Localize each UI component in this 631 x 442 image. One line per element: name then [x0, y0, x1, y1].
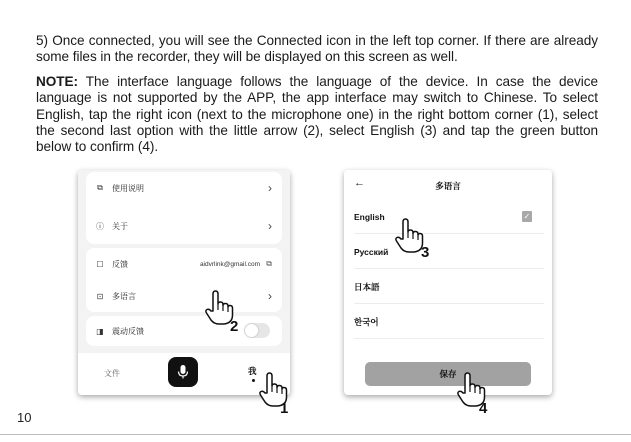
step-number-2: 2	[230, 318, 239, 335]
language-label: English	[354, 211, 385, 222]
active-tab-dot	[252, 379, 255, 382]
manual-icon: ⧉	[97, 183, 103, 192]
language-screen	[344, 170, 552, 395]
menu-item-label: 多语言	[112, 291, 136, 301]
vibration-toggle[interactable]	[244, 323, 270, 338]
tab-me[interactable]: 我	[248, 366, 257, 376]
page-title: 多语言	[435, 181, 461, 191]
settings-card-middle	[86, 248, 282, 312]
footer-divider	[0, 434, 631, 435]
menu-item-language[interactable]	[86, 284, 282, 308]
info-icon: ⓘ	[96, 221, 104, 231]
language-icon: ⊡	[96, 291, 104, 301]
note-label: NOTE:	[36, 74, 79, 89]
chevron-right-icon: ›	[268, 219, 272, 233]
language-label: 日本語	[354, 281, 380, 292]
language-option-russian[interactable]	[354, 235, 544, 269]
vibration-icon: ◨	[96, 326, 104, 336]
language-option-english[interactable]	[354, 200, 544, 234]
note-text: The interface language follows the language of the device. In case the device language is not supported by the APP, the app interface may switch to Chinese. To select English, tap the right icon (next to the microphone one) in the right bottom corner (1), select the second last option with the little arrow (2), select English (3) and tap the green button below to confirm (4).	[36, 74, 598, 155]
menu-item-label: 反馈	[112, 259, 128, 269]
record-button[interactable]	[168, 357, 198, 387]
step-number-3: 3	[421, 244, 430, 261]
instruction-paragraph-5: 5) Once connected, you will see the Connected icon in the left top corner. If there are already some files in the recorder, they will be displayed on this screen as well.	[36, 33, 598, 65]
language-label: Русский	[354, 246, 389, 257]
chevron-right-icon: ›	[268, 289, 272, 303]
settings-card-top	[86, 172, 282, 244]
menu-item-feedback[interactable]	[86, 252, 282, 276]
settings-card-bottom	[86, 316, 282, 346]
language-label: 한국어	[354, 316, 379, 327]
note-paragraph	[36, 74, 598, 155]
feedback-icon: ☐	[96, 259, 104, 269]
page-number: 10	[17, 410, 32, 425]
menu-item-about[interactable]	[86, 214, 282, 238]
save-button[interactable]: 保存	[365, 362, 531, 386]
menu-item-label: 关于	[112, 221, 128, 231]
tab-files[interactable]: 文件	[104, 369, 120, 378]
copy-icon[interactable]: ⧉	[266, 259, 272, 268]
feedback-email: aidvrlink@gmail.com	[199, 260, 260, 268]
pointing-hand-icon	[394, 218, 424, 254]
step-number-4: 4	[479, 400, 488, 417]
step-number-1: 1	[280, 400, 289, 417]
language-option-japanese[interactable]	[354, 270, 544, 304]
chevron-right-icon: ›	[268, 181, 272, 195]
back-arrow-icon[interactable]: ←	[354, 177, 365, 189]
microphone-icon	[177, 364, 189, 380]
language-option-korean[interactable]	[354, 305, 544, 339]
menu-item-manual[interactable]	[86, 176, 282, 200]
selected-check-icon: ✓	[523, 212, 531, 221]
settings-screen	[78, 170, 290, 395]
menu-item-label: 震动反馈	[112, 326, 144, 336]
language-header	[344, 170, 552, 200]
menu-item-label: 使用说明	[112, 183, 144, 193]
